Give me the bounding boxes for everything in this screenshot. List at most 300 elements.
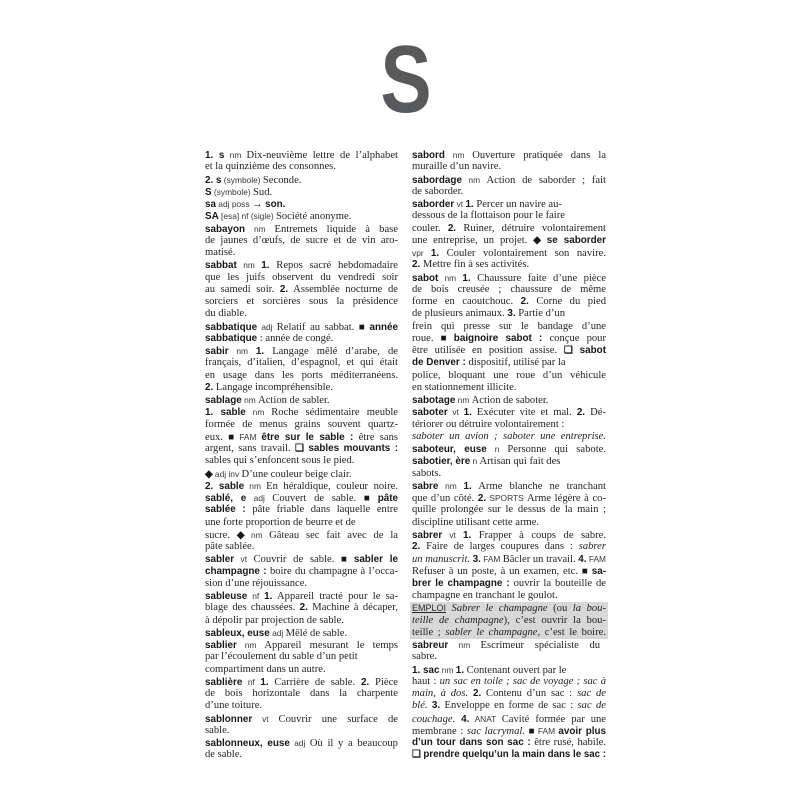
entry-line-text xyxy=(412,517,539,529)
entry-line xyxy=(205,357,398,369)
entry-line xyxy=(412,149,606,161)
entry-line-text xyxy=(205,492,398,505)
entry-line-text xyxy=(205,602,398,614)
entry-line-text xyxy=(205,664,326,676)
example-text: sac de xyxy=(577,688,606,699)
example-text: main, à dos. xyxy=(412,688,473,699)
definition-text: police, bloquant une roue d’un véhicule xyxy=(412,369,606,381)
entry-line xyxy=(205,541,398,553)
entry-line xyxy=(205,223,398,235)
definition-text: sabre. xyxy=(412,651,437,663)
example-text: teille de champagne xyxy=(412,614,504,626)
bold-term: sabayon xyxy=(205,223,246,235)
entry-line-text xyxy=(205,566,398,578)
section-letter: S xyxy=(380,26,432,133)
entry-line xyxy=(205,504,398,516)
entry-line xyxy=(412,161,606,173)
entry-line xyxy=(412,468,606,480)
definition-text: ouvrir la bouteille de xyxy=(509,577,606,589)
entry-line xyxy=(412,419,606,431)
definition-text: Action de saborder ; fait xyxy=(486,174,606,186)
definition-text: Appareil tracté pour le sa- xyxy=(272,591,398,602)
entry-line-text xyxy=(205,529,398,542)
entry-line xyxy=(412,578,606,590)
definition-text: membrane : xyxy=(412,725,467,737)
entry-line-text xyxy=(205,198,285,211)
right-column-entries-bottom xyxy=(412,639,606,762)
entry-line xyxy=(205,480,398,492)
bold-term: sableuse xyxy=(205,591,248,602)
definition-text: que d’un côté. xyxy=(412,493,478,504)
definition-text: sorciers et sorcières sous la présidence xyxy=(205,296,398,307)
definition-text: Sud. xyxy=(253,186,273,198)
entry-line-text xyxy=(412,627,606,639)
grammar-label: ANAT xyxy=(469,713,502,724)
bold-term: SA xyxy=(205,211,219,223)
entry-line-text xyxy=(412,345,606,357)
grammar-label: nm xyxy=(244,529,270,540)
entry-line xyxy=(205,247,398,259)
entry-line xyxy=(412,517,606,529)
entry-line-text xyxy=(205,688,398,700)
grammar-label: nf xyxy=(247,591,265,601)
definition-text: pâte sablée. xyxy=(205,541,255,552)
example-text: couchage. xyxy=(412,713,462,725)
entry-line-text xyxy=(412,553,606,566)
definition-text: pâte friable dans laquelle entre xyxy=(245,504,398,516)
entry-line-text xyxy=(205,553,398,566)
definition-text: haut : xyxy=(412,675,440,687)
definition-text: couler. xyxy=(412,222,448,234)
definition-text: boire du champagne à l’occa- xyxy=(266,565,398,577)
entry-line-text xyxy=(412,357,566,369)
entry-line xyxy=(412,247,606,259)
entry-line-text xyxy=(412,321,606,333)
grammar-label: nm xyxy=(236,640,265,650)
grammar-label: [esa] nf (sigle) xyxy=(218,211,276,222)
bold-term: 2. sable xyxy=(205,480,245,492)
definition-text: une entreprise, un projet. xyxy=(412,234,534,246)
entry-line xyxy=(205,161,398,173)
entry-line-text xyxy=(205,468,352,481)
entry-line xyxy=(412,357,606,369)
entry-line-text xyxy=(412,382,516,394)
definition-text: Chaussure faite d’une pièce xyxy=(470,272,606,284)
grammar-label: vt xyxy=(442,529,464,540)
definition-text: formée de menus grains souvent quartz- xyxy=(205,418,398,430)
entry-line xyxy=(205,700,398,712)
bold-term: ■ pâte xyxy=(363,493,398,504)
definition-text: de plusieurs animaux. xyxy=(412,308,508,320)
bold-term: 2. xyxy=(576,407,586,419)
bold-term: ❑ prendre quelqu’un la main dans le sac : xyxy=(412,749,606,761)
definition-text: Percer un navire au- xyxy=(473,199,562,210)
bold-term: sablonner xyxy=(205,713,253,725)
grammar-label: adj xyxy=(257,321,277,332)
grammar-label: nm xyxy=(224,150,247,160)
definition-text: dessous de la flottaison pour le faire xyxy=(412,210,565,222)
entry-line-text xyxy=(412,431,606,443)
definition-text: de bois horizontale dans la charpente xyxy=(205,688,398,699)
entry-line xyxy=(205,725,398,737)
entry-line xyxy=(205,602,398,614)
example-text: un sac en toile ; sac de voyage ; sac à xyxy=(439,675,606,687)
definition-text: Couler volontairement son navire. xyxy=(439,248,606,259)
definition-text: (ou xyxy=(547,603,573,615)
entry-line-text xyxy=(412,688,606,700)
entry-line xyxy=(205,615,398,627)
entry-line-text xyxy=(412,333,606,345)
bold-term: ❑ sabot xyxy=(563,345,606,356)
definition-text: Faire de larges coupures dans : xyxy=(420,541,579,552)
definition-text: Dix-neuvième lettre de l’alphabet xyxy=(246,150,398,161)
entry-line xyxy=(412,504,606,516)
entry-line xyxy=(205,308,398,320)
grammar-label: nm xyxy=(241,395,259,405)
entry-line-text xyxy=(205,235,398,247)
entry-line xyxy=(205,186,398,198)
entry-line xyxy=(205,676,398,688)
entry-line xyxy=(205,419,398,431)
bold-term: saborder xyxy=(412,199,455,210)
entry-line xyxy=(412,235,606,247)
entry-line xyxy=(205,198,398,210)
definition-text: teille ; xyxy=(412,626,446,638)
entry-line-text xyxy=(412,615,606,627)
entry-line xyxy=(205,370,398,382)
definition-text: Repos sacré hebdomadaire xyxy=(269,260,398,272)
entry-line-text xyxy=(412,419,564,431)
entry-line-text xyxy=(205,419,398,431)
definition-text: Cavité formée par une xyxy=(501,713,606,725)
entry-line xyxy=(205,749,398,761)
entry-line-text xyxy=(205,455,354,467)
entry-line xyxy=(412,308,606,320)
example-text: blé. xyxy=(412,700,432,712)
bold-term: 4. xyxy=(461,713,470,725)
entry-line-text xyxy=(412,443,606,456)
grammar-label: nm xyxy=(448,640,481,650)
grammar-label: SPORTS xyxy=(486,493,527,503)
definition-text: Contenu d’un sac : xyxy=(481,688,578,699)
grammar-label: FAM xyxy=(480,554,503,565)
entry-line xyxy=(412,615,606,627)
section-letter-header xyxy=(306,26,506,133)
definition-text: Relatif au sabbat. xyxy=(276,321,359,333)
definition-text: Couvrir une surface de xyxy=(278,713,398,725)
definition-text: Enveloppe en forme de sac : xyxy=(440,700,578,712)
entry-line-text xyxy=(412,737,606,749)
entry-line xyxy=(412,590,606,602)
bold-term: 2. xyxy=(477,493,487,504)
bold-term: sabreur xyxy=(412,640,449,651)
entry-line xyxy=(412,529,606,541)
bold-term: 2. xyxy=(299,602,308,614)
bold-term: 1. xyxy=(260,676,269,688)
bold-term: 3. xyxy=(472,554,481,566)
entry-line xyxy=(412,480,606,492)
definition-text: blage des chaussées. xyxy=(205,602,300,614)
bold-term: sablonneux, euse xyxy=(205,738,290,749)
usage-label: EMPLOI xyxy=(412,603,447,614)
grammar-label: n xyxy=(486,444,508,454)
entry-line-text xyxy=(205,333,333,345)
bold-term: 1. xyxy=(462,272,471,284)
entry-line xyxy=(205,737,398,749)
bold-term: de Denver : xyxy=(412,357,466,369)
definition-text: Arme blanche ne tranchant xyxy=(471,480,606,492)
right-column xyxy=(412,149,606,762)
entry-line xyxy=(205,259,398,271)
definition-text: ), c’est ouvrir la bou- xyxy=(503,614,606,626)
entry-line-text xyxy=(205,223,398,236)
bold-term: sabbatique xyxy=(205,332,258,344)
definition-text: Carrière de sable. xyxy=(268,676,361,688)
entry-line xyxy=(412,566,606,578)
entry-line-text xyxy=(412,676,606,688)
entry-line xyxy=(205,149,398,161)
entry-line xyxy=(205,406,398,418)
entry-line-text xyxy=(205,713,398,726)
grammar-label: nm xyxy=(444,150,473,160)
bold-term: ◆ xyxy=(205,468,213,480)
example-text: sabler le champagne xyxy=(445,626,538,638)
definition-text: Seconde. xyxy=(262,174,302,186)
entry-line-text xyxy=(412,651,437,663)
entry-line xyxy=(412,737,606,749)
definition-text: → xyxy=(251,199,266,210)
grammar-label: nm xyxy=(438,480,464,491)
bold-term: sa xyxy=(205,199,216,210)
grammar-label: nm xyxy=(245,223,275,234)
grammar-label: nm xyxy=(244,480,267,491)
definition-text: Appareil mesurant le temps xyxy=(264,640,398,651)
bold-term: sabotier, ère xyxy=(412,456,471,468)
entry-line xyxy=(412,174,606,186)
definition-text: au samedi soir. xyxy=(205,283,280,295)
definition-text: Artisan qui fait des xyxy=(479,456,561,468)
definition-text: Gâteau sec fait avec de la xyxy=(269,529,398,541)
entry-line-text xyxy=(412,308,565,320)
entry-line-text xyxy=(412,480,606,493)
entry-line xyxy=(205,590,398,602)
entry-line xyxy=(412,345,606,357)
definition-text: Couvrir de sable. xyxy=(253,554,342,566)
entry-line xyxy=(412,713,606,725)
entry-line xyxy=(412,198,606,210)
definition-text: être sans xyxy=(353,431,398,443)
entry-line xyxy=(412,639,606,651)
entry-line xyxy=(205,468,398,480)
entry-line xyxy=(205,174,398,186)
bold-term: d’un tour dans son sac : xyxy=(412,737,531,748)
entry-line xyxy=(412,333,606,345)
definition-text: que les juifs observent du vendredi soir xyxy=(205,271,398,283)
entry-line-text xyxy=(412,700,606,712)
entry-line xyxy=(205,345,398,357)
bold-term: 1. xyxy=(264,591,273,602)
grammar-label: nm xyxy=(461,174,487,185)
definition-text: Langage mêlé d’arabe, de xyxy=(264,346,398,357)
definition-text: Bâcler un travail. xyxy=(502,554,579,566)
definition-text: Couvert de sable. xyxy=(272,493,364,504)
entry-line xyxy=(205,210,398,222)
entry-line xyxy=(412,406,606,418)
entry-line-text xyxy=(205,504,398,516)
definition-text: compartiment dans un autre. xyxy=(205,663,326,675)
entry-line-text xyxy=(205,161,336,173)
definition-text: et la quinzième des consonnes. xyxy=(205,161,336,173)
entry-line xyxy=(205,578,398,590)
entry-line xyxy=(412,431,606,443)
definition-text: Arme légère à co- xyxy=(526,493,606,504)
entry-line-text xyxy=(205,296,398,308)
definition-text: Exécuter vite et mal. xyxy=(471,407,577,419)
definition-text: en usage dans les ports méditerranéens. xyxy=(205,369,398,381)
entry-line-text xyxy=(205,210,351,223)
entry-line-text xyxy=(205,749,242,761)
definition-text: de jaunes d’œufs, de sucre et de vin aro- xyxy=(205,234,398,246)
entry-line-text xyxy=(412,455,560,468)
entry-line-text xyxy=(205,272,398,284)
entry-line xyxy=(205,394,398,406)
entry-line xyxy=(205,529,398,541)
bold-term: sabbatique xyxy=(205,321,258,333)
bold-term: sablage xyxy=(205,395,242,406)
bold-term: sabre xyxy=(412,480,439,492)
entry-line-text xyxy=(205,357,398,369)
definition-text: Machine à décaper, xyxy=(307,602,398,614)
grammar-label: nm xyxy=(236,260,262,271)
definition-text: Escrimeur spécialiste du xyxy=(480,640,601,651)
grammar-label: vt xyxy=(252,713,279,724)
grammar-label: FAM xyxy=(586,554,606,565)
definition-text: de saborder. xyxy=(412,185,464,197)
entry-line xyxy=(412,455,606,467)
bold-term: brer le champagne : xyxy=(412,577,510,589)
entry-line-text xyxy=(412,296,606,308)
entry-line-text xyxy=(412,578,606,590)
entry-line xyxy=(205,664,398,676)
definition-text: Corne du pied xyxy=(528,296,606,307)
entry-line-text xyxy=(412,590,558,602)
definition-text: D’une couleur beige clair. xyxy=(241,468,352,480)
entry-line xyxy=(205,333,398,345)
bold-term: 1. xyxy=(463,480,472,492)
entry-line-text xyxy=(205,284,398,296)
definition-text: sion d’une réjouissance. xyxy=(205,577,308,589)
definition-text: tériorer ou détruire volontairement : xyxy=(412,418,565,430)
definition-text: une forte proportion de beurre et de xyxy=(205,516,356,528)
entry-line-text xyxy=(412,529,606,542)
entry-line xyxy=(412,186,606,198)
definition-text: français, d’italien, d’espagnol, et qui était xyxy=(205,357,398,369)
definition-text: discipline utilisant cette arme. xyxy=(412,516,540,528)
entry-line-text xyxy=(412,210,565,222)
definition-text: Assemblée nocturne de xyxy=(288,283,398,295)
bold-term: 1. s xyxy=(205,150,225,161)
bold-term: sabotage xyxy=(412,395,456,406)
entry-line xyxy=(412,210,606,222)
definition-text: être utilisée en position assise. xyxy=(412,345,564,356)
grammar-label: nm xyxy=(228,346,256,356)
bold-term: champagne : xyxy=(205,565,267,577)
example-text: un manuscrit. xyxy=(412,554,473,566)
entry-line-text xyxy=(205,431,398,444)
entry-line-text xyxy=(412,602,606,615)
bold-term: 2. xyxy=(412,541,421,552)
grammar-label: (symbole) xyxy=(211,186,254,197)
grammar-label: adj inv xyxy=(212,468,242,479)
bold-term: ■ sa- xyxy=(581,565,606,577)
entry-line xyxy=(205,296,398,308)
definition-text: Personne qui sabote. xyxy=(507,444,606,455)
entry-line xyxy=(412,749,606,761)
entry-line-text xyxy=(205,174,301,187)
definition-text: forme en caoutchouc. xyxy=(412,296,521,307)
entry-line-text xyxy=(205,590,398,603)
definition-text: Langage incompréhensible. xyxy=(213,381,333,393)
bold-term: 1. xyxy=(463,529,472,541)
bold-term: sablier xyxy=(205,640,237,651)
bold-term: 2. xyxy=(360,676,370,688)
entry-line-text xyxy=(205,247,235,259)
definition-text: champagne en tranchant le goulot. xyxy=(412,590,558,601)
entry-line xyxy=(412,541,606,553)
definition-text: Entremets liquide à base xyxy=(274,223,398,235)
bold-term: S xyxy=(205,186,212,198)
definition-text: frein qui presse sur le bandage d’une xyxy=(412,320,606,332)
definition-text: par l’écoulement du sable d’un petit xyxy=(205,651,358,663)
definition-text: matisé. xyxy=(205,247,236,258)
entry-line-text xyxy=(412,161,501,173)
definition-text: d’une toiture. xyxy=(205,700,263,712)
bold-term: ■ sabler le xyxy=(341,554,398,566)
definition-text: sabots. xyxy=(412,467,442,479)
bold-term: sableux, euse xyxy=(205,627,270,639)
entry-line xyxy=(412,553,606,565)
bold-term: ■ xyxy=(228,431,235,443)
entry-line-text xyxy=(412,174,606,187)
entry-line xyxy=(205,553,398,565)
bold-term: 2. xyxy=(205,381,214,393)
entry-line xyxy=(205,688,398,700)
bold-term: sablière xyxy=(205,676,243,688)
grammar-label: adj xyxy=(289,738,310,748)
grammar-label: nm xyxy=(439,664,456,675)
entry-line xyxy=(205,443,398,455)
bold-term: ❑ sables mouvants : xyxy=(295,443,398,454)
entry-line xyxy=(205,566,398,578)
entry-line-text xyxy=(205,737,398,750)
entry-line-text xyxy=(205,615,344,627)
entry-line xyxy=(412,664,606,676)
entry-line xyxy=(205,639,398,651)
bold-term: 1. xyxy=(255,346,265,357)
entry-line xyxy=(412,321,606,333)
entry-line-text xyxy=(205,149,398,162)
definition-text: roue. xyxy=(412,332,441,344)
definition-text: sables qui s’enfoncent sous le pied. xyxy=(205,455,355,467)
definition-text: Roche sédimentaire meuble xyxy=(271,407,398,419)
definition-text: Où il y a beaucoup xyxy=(309,738,398,749)
entry-line-text xyxy=(205,345,398,358)
entry-line xyxy=(412,394,606,406)
definition-text: Pièce xyxy=(369,676,398,688)
entry-line-text xyxy=(412,468,441,480)
entry-line xyxy=(412,259,606,271)
grammar-label: (symbole) xyxy=(221,174,263,185)
